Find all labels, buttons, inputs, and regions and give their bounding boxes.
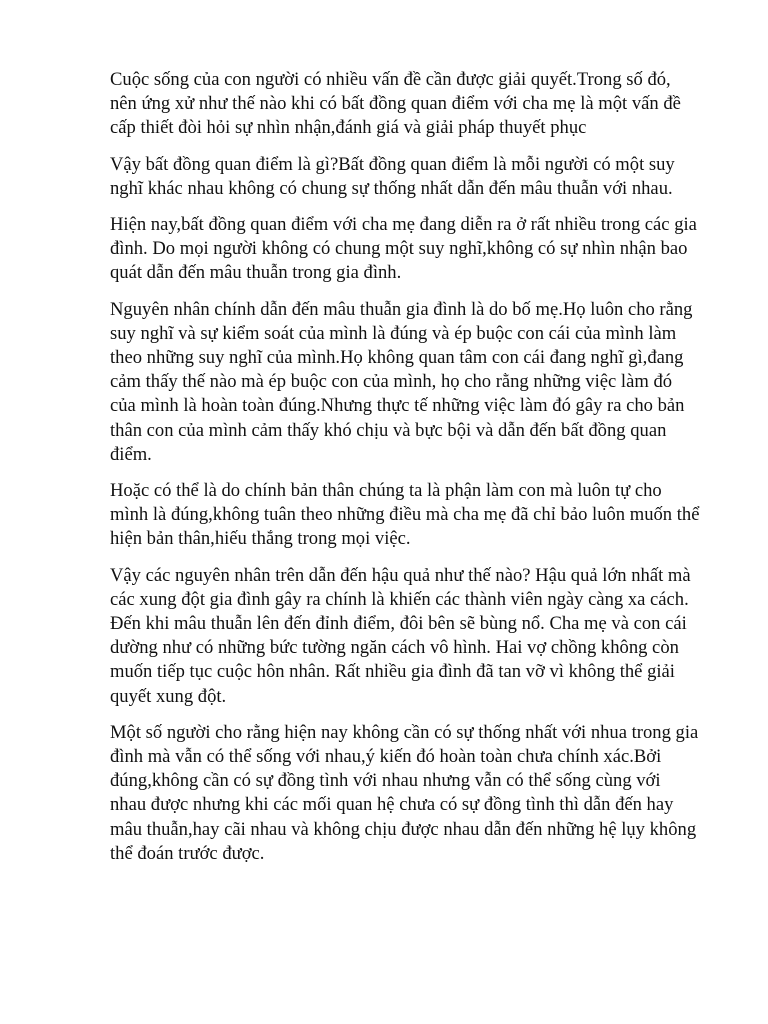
document-body <box>110 68 700 878</box>
paragraph-3: Hiện nay,bất đồng quan điểm với cha mẹ đang diễn ra ở rất nhiều trong các gia đình. Do mọi người không có chung một suy nghĩ,không có sự nhìn nhận bao quát dẫn đến mâu thuẫn trong gia đình. <box>110 214 697 284</box>
paragraph-4: Nguyên nhân chính dẫn đến mâu thuẫn gia đình là do bố mẹ.Họ luôn cho rằng suy nghĩ và sự kiểm soát của mình là đúng và ép buộc con cái của mình làm theo những suy nghĩ của mình.Họ không quan tâm con cái đang nghĩ gì,đang cảm thấy thế nào mà ép buộc con của mình, họ cho rằng những việc làm đó của mình là hoàn toàn đúng.Nhưng thực tế những việc làm đó gây ra cho bản thân con của mình cảm thấy khó chịu và bực bội và dẫn đến bất đồng quan điểm. <box>110 298 693 465</box>
paragraph-7: Một số người cho rằng hiện nay không cần có sự thống nhất với nhua trong gia đình mà vẫn có thể sống với nhau,ý kiến đó hoàn toàn chưa chính xác.Bởi đúng,không cần có sự đồng tình với nhau nhưng vẫn có thể sống cùng với nhau được nhưng khi các mối quan hệ chưa có sự đồng tình thì dẫn đến hay mâu thuẫn,hay cãi nhau và không chịu được nhau dẫn đến những hệ lụy không thể đoán trước được. <box>110 721 699 864</box>
paragraph-5: Hoặc có thể là do chính bản thân chúng ta là phận làm con mà luôn tự cho mình là đúng,không tuân theo những điều mà cha mẹ đã chỉ bảo luôn muốn thể hiện bản thân,hiếu thắng trong mọi việc. <box>110 480 700 550</box>
paragraph-6: Vậy các nguyên nhân trên dẫn đến hậu quả như thế nào? Hậu quả lớn nhất mà các xung đột gia đình gây ra chính là khiến các thành viên ngày càng xa cách. Đến khi mâu thuẫn lên đến đỉnh điểm, đôi bên sẽ bùng nổ. Cha mẹ và con cái dường như có những bức tường ngăn cách vô hình. Hai vợ chồng không còn muốn tiếp tục cuộc hôn nhân. Rất nhiều gia đình đã tan vỡ vì không thể giải quyết xung đột. <box>110 564 691 707</box>
paragraph-1: Cuộc sống của con người có nhiều vấn đề cần được giải quyết.Trong số đó, nên ứng xử như thế nào khi có bất đồng quan điểm với cha mẹ là một vấn đề cấp thiết đòi hỏi sự nhìn nhận,đánh giá và giải pháp thuyết phục <box>110 69 681 139</box>
paragraph-2: Vậy bất đồng quan điểm là gì?Bất đồng quan điểm là mỗi người có một suy nghĩ khác nhau không có chung sự thống nhất dẫn đến mâu thuẫn với nhau. <box>110 153 675 199</box>
